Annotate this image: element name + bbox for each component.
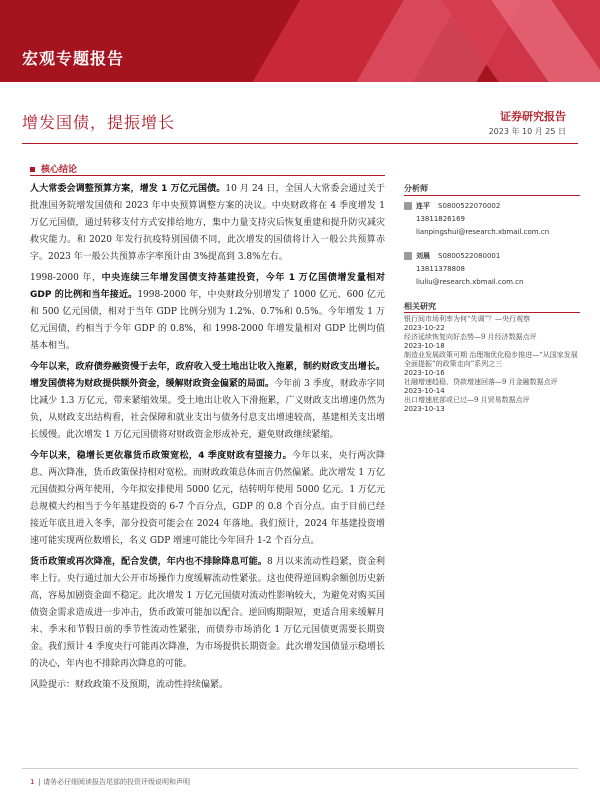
- related-date: 2023-10-16: [404, 369, 445, 377]
- paragraph-body: 10 月 24 日，全国人大常委会通过关于批准国务院增发国债和 2023 年中央预算调整方案的决议。中央财政将在 4 季度增发 1 万亿元国债，通过转移支付方式安排给地方，集中力量支持灾后恢复重建和提升防灾减灾救灾能力。和 2020 年发行抗疫特别国债不同，此次增发的国债将计入一般公共预算赤字。2023 年一般公共预算赤字率预计由 3%提高到 3.8%左右。: [30, 184, 386, 262]
- related-date: 2023-10-13: [404, 405, 445, 413]
- section-heading: [30, 162, 77, 175]
- analyst-divider: [404, 195, 580, 196]
- report-category: 宏观专题报告: [22, 49, 125, 68]
- related-title[interactable]: 制造业发展政策可期 治理端优化稳步推进—“从国家发展全面提振”的政策走向”系列之三: [404, 351, 578, 368]
- analyst-phone: 13811826169: [416, 214, 465, 223]
- paragraph: [30, 554, 385, 673]
- analyst-phone: 13811378808: [416, 264, 465, 273]
- related-item[interactable]: [404, 396, 580, 414]
- related-item[interactable]: [404, 378, 580, 396]
- paragraph: [30, 181, 385, 266]
- related-item[interactable]: [404, 351, 580, 378]
- paragraph: [30, 270, 385, 355]
- title-divider: [22, 143, 578, 144]
- paragraph-body: 今年以来，央行两次降息、两次降准，货币政策保持相对宽松。而财政政策总体而言仍然偏紧。此次增发 1 万亿元国债拟分两年使用，今年拟安排使用 5000 亿元，结转明年使用 5000 亿元。1 万亿元总规模大约相当于今年基建投资的 6-7 个百分点，GDP 的 0.8 个百分点。由于目前已经接近年底且进入冬季，部分投资可能会在 2024 年落地。我们预计，2024 年基建投资增速可能实现两位数增长，名义 GDP 增速可能比今年回升 1-2 个百分点。: [30, 451, 385, 546]
- paragraph-lead: 今年以来，政府债券融资慢于去年，政府收入受土地出让收入拖累，制约财政支出增长。增发国债将为财政提供额外资金，缓解财政资金偏紧的局面。: [30, 362, 385, 389]
- person-icon: [404, 252, 412, 260]
- related-list: [404, 315, 580, 414]
- related-item[interactable]: [404, 315, 580, 333]
- paragraph-body: 8 月以来流动性趋紧，资金利率上行。央行通过加大公开市场操作力度缓解流动性紧张。这也使得逆回购余额创历史新高，容易加剧资金面不稳定。此次增发 1 万亿元国债对流动性影响较大，为避免对购买国债资金需求造成进一步冲击，货币政策可能加以配合。逆回购期限短，更适合用来缓解月末、季末和节假日前的季节性流动性紧张，而债券市场消化 1 万亿元国债更需要长期资金。我们预计 4 季度央行可能再次降准，为市场提供长期资金。此次增发国债显示稳增长的决心，年内也不排除再次降息的可能。: [30, 557, 385, 669]
- related-divider: [404, 312, 580, 313]
- risk-warning: [30, 677, 385, 694]
- paragraph-body: 1998-2000 年，中央财政分别增发了 1000 亿元、600 亿元和 500 亿元国债，相对于当年 GDP 比例分别为 1.2%、0.7%和 0.5%。今年增发 1 万亿元国债，约相当于今年 GDP 的 0.8%，和 1998-2000 年增发量相对 GDP 比例均值基本相当。: [30, 290, 385, 351]
- related-date: 2023-10-22: [404, 324, 445, 332]
- footer: [30, 777, 190, 787]
- related-date: 2023-10-14: [404, 387, 445, 395]
- analyst-email[interactable]: liuliu@research.xbmail.com.cn: [416, 277, 524, 286]
- analyst-name-row: [404, 249, 580, 262]
- paragraph-lead: 人大常委会调整预算方案，增发 1 万亿元国债。: [30, 184, 226, 194]
- header-banner: [0, 0, 600, 82]
- bullet-icon: [30, 167, 35, 172]
- paragraph-body: 今年前 3 季度，财政赤字同比减少 1.3 万亿元，带来紧缩效果。受土地出让收入下滑拖累，广义财政支出增速仍然为负，从财政支出结构看，社会保障和就业支出与债务付息支出增速较高，基建相关支出增长缓慢。此次增发 1 万亿元国债将对财政资金形成补充，避免财政继续紧缩。: [30, 379, 385, 440]
- page-number: 1: [30, 778, 35, 786]
- related-title[interactable]: 出口增速底部或已过—9 月贸易数据点评: [404, 396, 530, 404]
- analyst-card: [404, 199, 580, 238]
- report-type: 证券研究报告: [500, 110, 566, 123]
- related-title[interactable]: 银行间市场利率为何“失调”？—央行观察: [404, 315, 531, 323]
- section-heading-text: 核心结论: [41, 165, 78, 175]
- paragraph-lead: 中央连续三年增发国债支持基建投资，今年 1 万亿国债增发量相对 GDP 的比例和当年接近。: [30, 273, 385, 300]
- disclaimer: 请务必仔细阅读报告尾部的投资评级说明和声明: [43, 778, 191, 786]
- person-icon: [404, 202, 412, 210]
- related-date: 2023-10-18: [404, 342, 445, 350]
- paragraph-lead: 货币政策或再次降准，配合发债，年内也不排除降息可能。: [30, 557, 268, 567]
- paragraph: [30, 359, 385, 444]
- paragraph-lead: 今年以来，稳增长更依靠货币政策宽松，4 季度财政有望接力。: [30, 451, 292, 461]
- paragraph-body: 风险提示：财政政策不及预期，流动性持续偏紧。: [30, 680, 229, 690]
- analyst-cert: S0800522070002: [438, 201, 501, 210]
- report-date: 2023 年 10 月 25 日: [488, 127, 566, 136]
- footer-divider: [22, 768, 578, 769]
- section-divider: [30, 175, 385, 176]
- analyst-name: 连平: [416, 201, 430, 210]
- analyst-name-row: [404, 199, 580, 212]
- analyst-heading: 分析师: [404, 184, 428, 193]
- related-heading: 相关研究: [404, 302, 436, 311]
- paragraph: [30, 448, 385, 550]
- related-title[interactable]: 社融增速趋稳，贷款增速回落—9 月金融数据点评: [404, 378, 558, 386]
- page-title: 增发国债，提振增长: [22, 113, 176, 132]
- analyst-cert: S0800522080001: [438, 251, 501, 260]
- main-text: [30, 181, 385, 698]
- analyst-card: [404, 249, 580, 288]
- related-title[interactable]: 经济延续恢复向好态势—9 月经济数据点评: [404, 333, 537, 341]
- analyst-email[interactable]: lianpingshui@research.xbmail.com.cn: [416, 227, 550, 236]
- pipe-separator: |: [38, 778, 44, 786]
- related-item[interactable]: [404, 333, 580, 351]
- paragraph-prefix: 1998-2000 年，: [30, 273, 102, 283]
- analyst-name: 刘晨: [416, 251, 430, 260]
